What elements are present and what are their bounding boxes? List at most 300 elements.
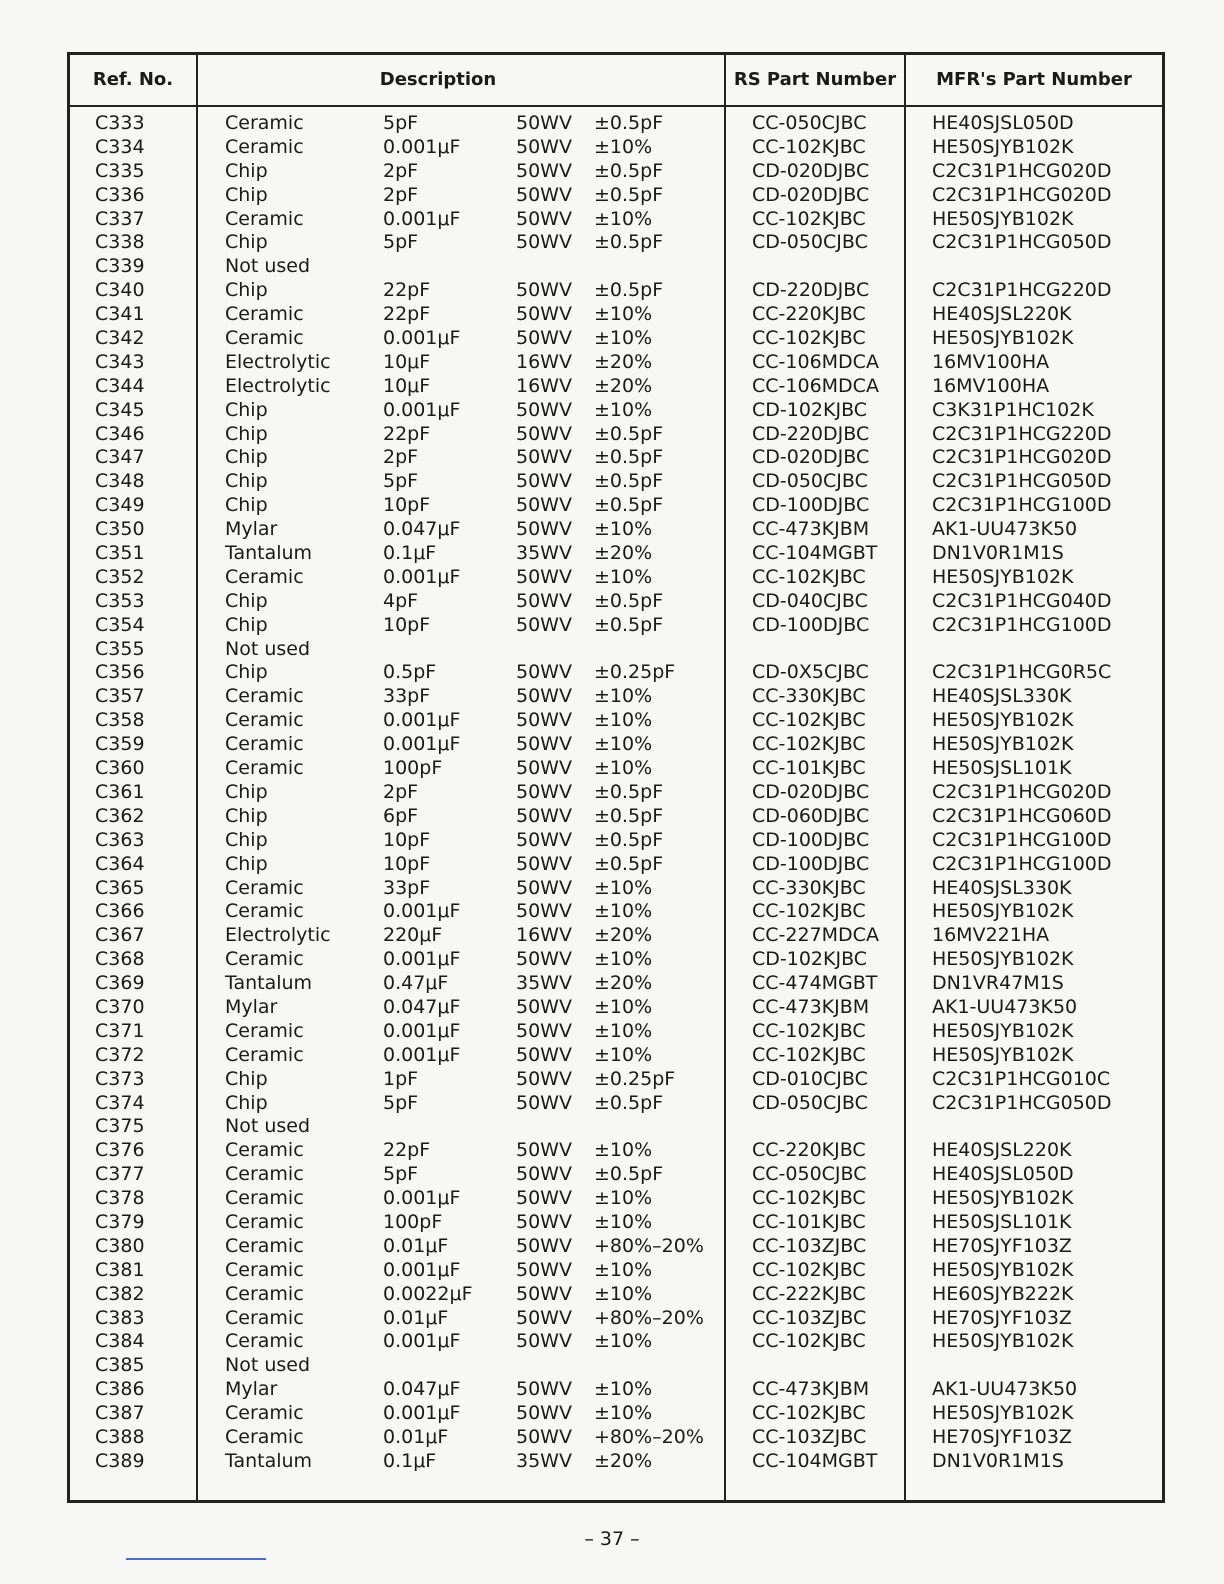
table-row (70, 183, 1162, 207)
rs-part-number-cell: CC-473KJBM (752, 995, 870, 1018)
table-row (70, 971, 1162, 995)
rs-part-number-cell: CC-474MGBT (752, 972, 878, 995)
table-row (70, 254, 1162, 278)
rs-part-number-cell: CC-220KJBC (752, 1139, 866, 1162)
rs-part-number-cell: CC-050CJBC (752, 1163, 867, 1186)
ref-no-cell: C387 (95, 1402, 145, 1425)
ref-no-cell: C368 (95, 948, 145, 971)
tolerance-cell: ±10% (594, 995, 653, 1018)
tolerance-cell: ±0.5pF (594, 1163, 664, 1186)
table-row (70, 159, 1162, 183)
mfr-part-number-cell: C3K31P1HC102K (932, 398, 1094, 421)
voltage-cell: 50WV (516, 1330, 572, 1353)
mfr-part-number-cell: HE50SJSL101K (932, 1210, 1072, 1233)
table-row (70, 923, 1162, 947)
tolerance-cell: +80%–20% (594, 1425, 704, 1448)
voltage-cell: 50WV (516, 470, 572, 493)
voltage-cell: 50WV (516, 1258, 572, 1281)
ref-no-cell: C353 (95, 589, 145, 612)
type-cell: Chip (225, 231, 268, 254)
type-cell: Not used (225, 255, 311, 278)
mfr-part-number-cell: C2C31P1HCG220D (932, 422, 1112, 445)
ref-no-cell: C372 (95, 1043, 145, 1066)
tolerance-cell: ±10% (594, 1019, 653, 1042)
ref-no-cell: C343 (95, 350, 145, 373)
rs-part-number-cell: CC-104MGBT (752, 542, 878, 565)
mfr-part-number-cell: AK1-UU473K50 (932, 995, 1078, 1018)
ref-no-cell: C373 (95, 1067, 145, 1090)
table-row (70, 708, 1162, 732)
type-cell: Ceramic (225, 112, 304, 134)
type-cell: Ceramic (225, 1234, 304, 1257)
tolerance-cell: ±0.5pF (594, 422, 664, 445)
tolerance-cell: ±10% (594, 565, 653, 588)
rs-part-number-cell: CC-101KJBC (752, 757, 866, 780)
value-cell: 10μF (383, 350, 431, 373)
voltage-cell: 50WV (516, 327, 572, 350)
value-cell: 33pF (383, 685, 431, 708)
rs-part-number-cell: CD-220DJBC (752, 422, 870, 445)
value-cell: 5pF (383, 470, 419, 493)
mfr-part-number-cell: 16MV221HA (932, 924, 1050, 947)
voltage-cell: 35WV (516, 972, 572, 995)
type-cell: Ceramic (225, 757, 304, 780)
voltage-cell: 50WV (516, 995, 572, 1018)
voltage-cell: 50WV (516, 1187, 572, 1210)
header-ref-no: Ref. No. (92, 69, 174, 90)
rs-part-number-cell: CD-010CJBC (752, 1067, 868, 1090)
table-row (70, 947, 1162, 971)
ref-no-cell: C336 (95, 183, 145, 206)
value-cell: 0.047μF (383, 518, 461, 541)
rs-part-number-cell: CC-102KJBC (752, 207, 866, 230)
value-cell: 0.001μF (383, 1402, 461, 1425)
mfr-part-number-cell: HE50SJYB102K (932, 1019, 1074, 1042)
mfr-part-number-cell: C2C31P1HCG020D (932, 183, 1112, 206)
mfr-part-number-cell: 16MV100HA (932, 374, 1050, 397)
rs-part-number-cell: CD-100DJBC (752, 613, 870, 636)
rs-part-number-cell: CC-227MDCA (752, 924, 879, 947)
rs-part-number-cell: CD-102KJBC (752, 948, 868, 971)
type-cell: Chip (225, 470, 268, 493)
tolerance-cell: ±10% (594, 948, 653, 971)
value-cell: 22pF (383, 1139, 431, 1162)
mfr-part-number-cell: HE50SJYB102K (932, 327, 1074, 350)
type-cell: Chip (225, 279, 268, 302)
mfr-part-number-cell: C2C31P1HCG050D (932, 1091, 1112, 1114)
rs-part-number-cell: CC-103ZJBC (752, 1306, 867, 1329)
table-row (70, 1282, 1162, 1306)
tolerance-cell: ±10% (594, 1139, 653, 1162)
tolerance-cell: ±20% (594, 542, 653, 565)
voltage-cell: 50WV (516, 1091, 572, 1114)
mfr-part-number-cell: AK1-UU473K50 (932, 518, 1078, 541)
rs-part-number-cell: CC-050CJBC (752, 112, 867, 134)
table-row (70, 637, 1162, 661)
table-row (70, 135, 1162, 159)
parts-table (67, 52, 1165, 1503)
tolerance-cell: ±0.5pF (594, 112, 664, 134)
mfr-part-number-cell: DN1VR47M1S (932, 972, 1064, 995)
mfr-part-number-cell: C2C31P1HCG0R5C (932, 661, 1112, 684)
table-row (70, 111, 1162, 135)
tolerance-cell: ±10% (594, 1282, 653, 1305)
type-cell: Ceramic (225, 1425, 304, 1448)
tolerance-cell: ±0.5pF (594, 1091, 664, 1114)
table-row (70, 995, 1162, 1019)
tolerance-cell: ±10% (594, 303, 653, 326)
voltage-cell: 50WV (516, 1163, 572, 1186)
table-row (70, 469, 1162, 493)
type-cell: Mylar (225, 518, 278, 541)
mfr-part-number-cell: HE50SJYB102K (932, 135, 1074, 158)
ref-no-cell: C349 (95, 494, 145, 517)
value-cell: 0.01μF (383, 1234, 449, 1257)
tolerance-cell: ±20% (594, 1449, 653, 1472)
rs-part-number-cell: CC-103ZJBC (752, 1425, 867, 1448)
tolerance-cell: ±10% (594, 1330, 653, 1353)
type-cell: Electrolytic (225, 350, 331, 373)
type-cell: Chip (225, 804, 268, 827)
mfr-part-number-cell: HE50SJYB102K (932, 900, 1074, 923)
ref-no-cell: C374 (95, 1091, 145, 1114)
rs-part-number-cell: CC-102KJBC (752, 1402, 866, 1425)
voltage-cell: 50WV (516, 780, 572, 803)
rs-part-number-cell: CC-102KJBC (752, 900, 866, 923)
tolerance-cell: ±0.5pF (594, 470, 664, 493)
voltage-cell: 50WV (516, 446, 572, 469)
type-cell: Ceramic (225, 1258, 304, 1281)
rs-part-number-cell: CC-102KJBC (752, 1043, 866, 1066)
value-cell: 2pF (383, 159, 419, 182)
tolerance-cell: ±0.5pF (594, 780, 664, 803)
type-cell: Not used (225, 1354, 311, 1377)
voltage-cell: 50WV (516, 685, 572, 708)
ref-no-cell: C354 (95, 613, 145, 636)
mfr-part-number-cell: HE50SJYB102K (932, 733, 1074, 756)
header-divider (70, 105, 1162, 107)
rs-part-number-cell: CC-473KJBM (752, 518, 870, 541)
mfr-part-number-cell: HE50SJYB102K (932, 207, 1074, 230)
mfr-part-number-cell: C2C31P1HCG020D (932, 780, 1112, 803)
table-row (70, 1401, 1162, 1425)
voltage-cell: 50WV (516, 518, 572, 541)
type-cell: Ceramic (225, 1282, 304, 1305)
ref-no-cell: C348 (95, 470, 145, 493)
ref-no-cell: C346 (95, 422, 145, 445)
rs-part-number-cell: CD-060DJBC (752, 804, 870, 827)
tolerance-cell: ±0.5pF (594, 852, 664, 875)
mfr-part-number-cell: HE40SJSL220K (932, 1139, 1072, 1162)
voltage-cell: 50WV (516, 494, 572, 517)
mfr-part-number-cell: HE50SJYB102K (932, 948, 1074, 971)
tolerance-cell: ±0.5pF (594, 589, 664, 612)
tolerance-cell: ±10% (594, 135, 653, 158)
type-cell: Ceramic (225, 1306, 304, 1329)
tolerance-cell: ±20% (594, 374, 653, 397)
ref-no-cell: C376 (95, 1139, 145, 1162)
ref-no-cell: C367 (95, 924, 145, 947)
ref-no-cell: C341 (95, 303, 145, 326)
type-cell: Ceramic (225, 1187, 304, 1210)
table-row (70, 1114, 1162, 1138)
table-row (70, 852, 1162, 876)
type-cell: Chip (225, 661, 268, 684)
mfr-part-number-cell: C2C31P1HCG050D (932, 470, 1112, 493)
value-cell: 33pF (383, 876, 431, 899)
value-cell: 10pF (383, 613, 431, 636)
table-row (70, 230, 1162, 254)
mfr-part-number-cell: HE40SJSL050D (932, 112, 1074, 134)
voltage-cell: 16WV (516, 350, 572, 373)
table-row (70, 302, 1162, 326)
table-row (70, 660, 1162, 684)
rs-part-number-cell: CD-020DJBC (752, 780, 870, 803)
page-number: – 37 – (584, 1528, 640, 1550)
ref-no-cell: C370 (95, 995, 145, 1018)
mfr-part-number-cell: HE40SJSL050D (932, 1163, 1074, 1186)
value-cell: 0.0022μF (383, 1282, 473, 1305)
value-cell: 2pF (383, 183, 419, 206)
value-cell: 0.001μF (383, 1330, 461, 1353)
voltage-cell: 50WV (516, 135, 572, 158)
rs-part-number-cell: CD-020DJBC (752, 446, 870, 469)
rs-part-number-cell: CC-102KJBC (752, 1019, 866, 1042)
type-cell: Ceramic (225, 1210, 304, 1233)
table-row (70, 565, 1162, 589)
mfr-part-number-cell: HE40SJSL330K (932, 685, 1072, 708)
rs-part-number-cell: CD-020DJBC (752, 159, 870, 182)
voltage-cell: 50WV (516, 183, 572, 206)
mfr-part-number-cell: HE50SJYB102K (932, 565, 1074, 588)
table-row (70, 804, 1162, 828)
voltage-cell: 50WV (516, 1306, 572, 1329)
rs-part-number-cell: CC-102KJBC (752, 733, 866, 756)
table-row (70, 684, 1162, 708)
value-cell: 0.1μF (383, 1449, 437, 1472)
type-cell: Chip (225, 183, 268, 206)
rs-part-number-cell: CD-100DJBC (752, 852, 870, 875)
voltage-cell: 50WV (516, 303, 572, 326)
ref-no-cell: C363 (95, 828, 145, 851)
rs-part-number-cell: CC-102KJBC (752, 1258, 866, 1281)
mfr-part-number-cell: C2C31P1HCG020D (932, 446, 1112, 469)
value-cell: 0.001μF (383, 565, 461, 588)
table-row (70, 899, 1162, 923)
value-cell: 0.001μF (383, 398, 461, 421)
type-cell: Ceramic (225, 685, 304, 708)
underline-mark (126, 1558, 266, 1560)
tolerance-cell: ±0.5pF (594, 231, 664, 254)
voltage-cell: 50WV (516, 422, 572, 445)
ref-no-cell: C358 (95, 709, 145, 732)
table-row (70, 876, 1162, 900)
ref-no-cell: C371 (95, 1019, 145, 1042)
value-cell: 0.001μF (383, 1258, 461, 1281)
rs-part-number-cell: CC-102KJBC (752, 327, 866, 350)
type-cell: Electrolytic (225, 374, 331, 397)
mfr-part-number-cell: HE40SJSL220K (932, 303, 1072, 326)
ref-no-cell: C385 (95, 1354, 145, 1377)
voltage-cell: 50WV (516, 661, 572, 684)
ref-no-cell: C383 (95, 1306, 145, 1329)
value-cell: 2pF (383, 780, 419, 803)
mfr-part-number-cell: C2C31P1HCG220D (932, 279, 1112, 302)
voltage-cell: 50WV (516, 709, 572, 732)
rs-part-number-cell: CD-0X5CJBC (752, 661, 869, 684)
type-cell: Chip (225, 422, 268, 445)
tolerance-cell: ±0.5pF (594, 494, 664, 517)
table-row (70, 1234, 1162, 1258)
voltage-cell: 50WV (516, 900, 572, 923)
type-cell: Tantalum (225, 1449, 313, 1472)
ref-no-cell: C389 (95, 1449, 145, 1472)
ref-no-cell: C360 (95, 757, 145, 780)
rs-part-number-cell: CC-102KJBC (752, 135, 866, 158)
tolerance-cell: ±10% (594, 1210, 653, 1233)
value-cell: 0.01μF (383, 1425, 449, 1448)
value-cell: 0.1μF (383, 542, 437, 565)
ref-no-cell: C338 (95, 231, 145, 254)
rs-part-number-cell: CD-100DJBC (752, 828, 870, 851)
ref-no-cell: C381 (95, 1258, 145, 1281)
type-cell: Ceramic (225, 327, 304, 350)
header-rs-part-number: RS Part Number (733, 69, 897, 90)
type-cell: Chip (225, 1091, 268, 1114)
ref-no-cell: C379 (95, 1210, 145, 1233)
ref-no-cell: C357 (95, 685, 145, 708)
value-cell: 2pF (383, 446, 419, 469)
table-row (70, 1186, 1162, 1210)
tolerance-cell: ±10% (594, 207, 653, 230)
table-row (70, 374, 1162, 398)
tolerance-cell: ±10% (594, 1378, 653, 1401)
mfr-part-number-cell: C2C31P1HCG020D (932, 159, 1112, 182)
value-cell: 0.5pF (383, 661, 437, 684)
tolerance-cell: ±10% (594, 876, 653, 899)
value-cell: 0.001μF (383, 1043, 461, 1066)
value-cell: 5pF (383, 231, 419, 254)
voltage-cell: 16WV (516, 924, 572, 947)
voltage-cell: 50WV (516, 1282, 572, 1305)
mfr-part-number-cell: HE70SJYF103Z (932, 1425, 1072, 1448)
rs-part-number-cell: CC-106MDCA (752, 374, 879, 397)
type-cell: Ceramic (225, 207, 304, 230)
type-cell: Tantalum (225, 542, 313, 565)
rs-part-number-cell: CD-050CJBC (752, 1091, 868, 1114)
rs-part-number-cell: CC-106MDCA (752, 350, 879, 373)
ref-no-cell: C342 (95, 327, 145, 350)
mfr-part-number-cell: HE50SJYB102K (932, 1402, 1074, 1425)
value-cell: 100pF (383, 1210, 443, 1233)
type-cell: Ceramic (225, 876, 304, 899)
ref-no-cell: C350 (95, 518, 145, 541)
type-cell: Ceramic (225, 709, 304, 732)
type-cell: Chip (225, 852, 268, 875)
value-cell: 0.001μF (383, 948, 461, 971)
rs-part-number-cell: CC-330KJBC (752, 685, 866, 708)
rs-part-number-cell: CC-473KJBM (752, 1378, 870, 1401)
type-cell: Ceramic (225, 1402, 304, 1425)
value-cell: 6pF (383, 804, 419, 827)
table-row (70, 1306, 1162, 1330)
tolerance-cell: ±10% (594, 1187, 653, 1210)
value-cell: 0.001μF (383, 327, 461, 350)
type-cell: Ceramic (225, 1043, 304, 1066)
table-row (70, 1138, 1162, 1162)
voltage-cell: 50WV (516, 1210, 572, 1233)
mfr-part-number-cell: HE50SJSL101K (932, 757, 1072, 780)
type-cell: Not used (225, 637, 311, 660)
voltage-cell: 50WV (516, 1067, 572, 1090)
table-row (70, 1019, 1162, 1043)
value-cell: 220μF (383, 924, 443, 947)
ref-no-cell: C337 (95, 207, 145, 230)
tolerance-cell: +80%–20% (594, 1306, 704, 1329)
tolerance-cell: ±0.5pF (594, 613, 664, 636)
type-cell: Ceramic (225, 565, 304, 588)
type-cell: Mylar (225, 1378, 278, 1401)
tolerance-cell: ±10% (594, 900, 653, 923)
table-row (70, 1425, 1162, 1449)
type-cell: Ceramic (225, 135, 304, 158)
value-cell: 5pF (383, 1091, 419, 1114)
ref-no-cell: C359 (95, 733, 145, 756)
value-cell: 0.001μF (383, 135, 461, 158)
ref-no-cell: C369 (95, 972, 145, 995)
tolerance-cell: ±0.5pF (594, 159, 664, 182)
tolerance-cell: ±10% (594, 398, 653, 421)
ref-no-cell: C362 (95, 804, 145, 827)
tolerance-cell: ±0.25pF (594, 1067, 676, 1090)
ref-no-cell: C364 (95, 852, 145, 875)
type-cell: Chip (225, 589, 268, 612)
type-cell: Chip (225, 613, 268, 636)
tolerance-cell: ±0.5pF (594, 828, 664, 851)
type-cell: Ceramic (225, 733, 304, 756)
tolerance-cell: ±20% (594, 924, 653, 947)
voltage-cell: 50WV (516, 1402, 572, 1425)
ref-no-cell: C344 (95, 374, 145, 397)
mfr-part-number-cell: HE50SJYB102K (932, 1258, 1074, 1281)
tolerance-cell: ±20% (594, 972, 653, 995)
rs-part-number-cell: CD-050CJBC (752, 231, 868, 254)
type-cell: Ceramic (225, 1139, 304, 1162)
tolerance-cell: ±10% (594, 1258, 653, 1281)
value-cell: 5pF (383, 1163, 419, 1186)
tolerance-cell: ±10% (594, 1043, 653, 1066)
mfr-part-number-cell: C2C31P1HCG100D (932, 613, 1112, 636)
table-row (70, 1210, 1162, 1234)
voltage-cell: 50WV (516, 565, 572, 588)
ref-no-cell: C351 (95, 542, 145, 565)
ref-no-cell: C335 (95, 159, 145, 182)
table-row (70, 1258, 1162, 1282)
type-cell: Chip (225, 446, 268, 469)
rs-part-number-cell: CD-020DJBC (752, 183, 870, 206)
tolerance-cell: ±0.5pF (594, 804, 664, 827)
mfr-part-number-cell: HE50SJYB102K (932, 709, 1074, 732)
ref-no-cell: C382 (95, 1282, 145, 1305)
table-row (70, 326, 1162, 350)
type-cell: Chip (225, 159, 268, 182)
value-cell: 22pF (383, 422, 431, 445)
mfr-part-number-cell: HE40SJSL330K (932, 876, 1072, 899)
voltage-cell: 50WV (516, 876, 572, 899)
voltage-cell: 50WV (516, 279, 572, 302)
type-cell: Chip (225, 828, 268, 851)
voltage-cell: 50WV (516, 1139, 572, 1162)
